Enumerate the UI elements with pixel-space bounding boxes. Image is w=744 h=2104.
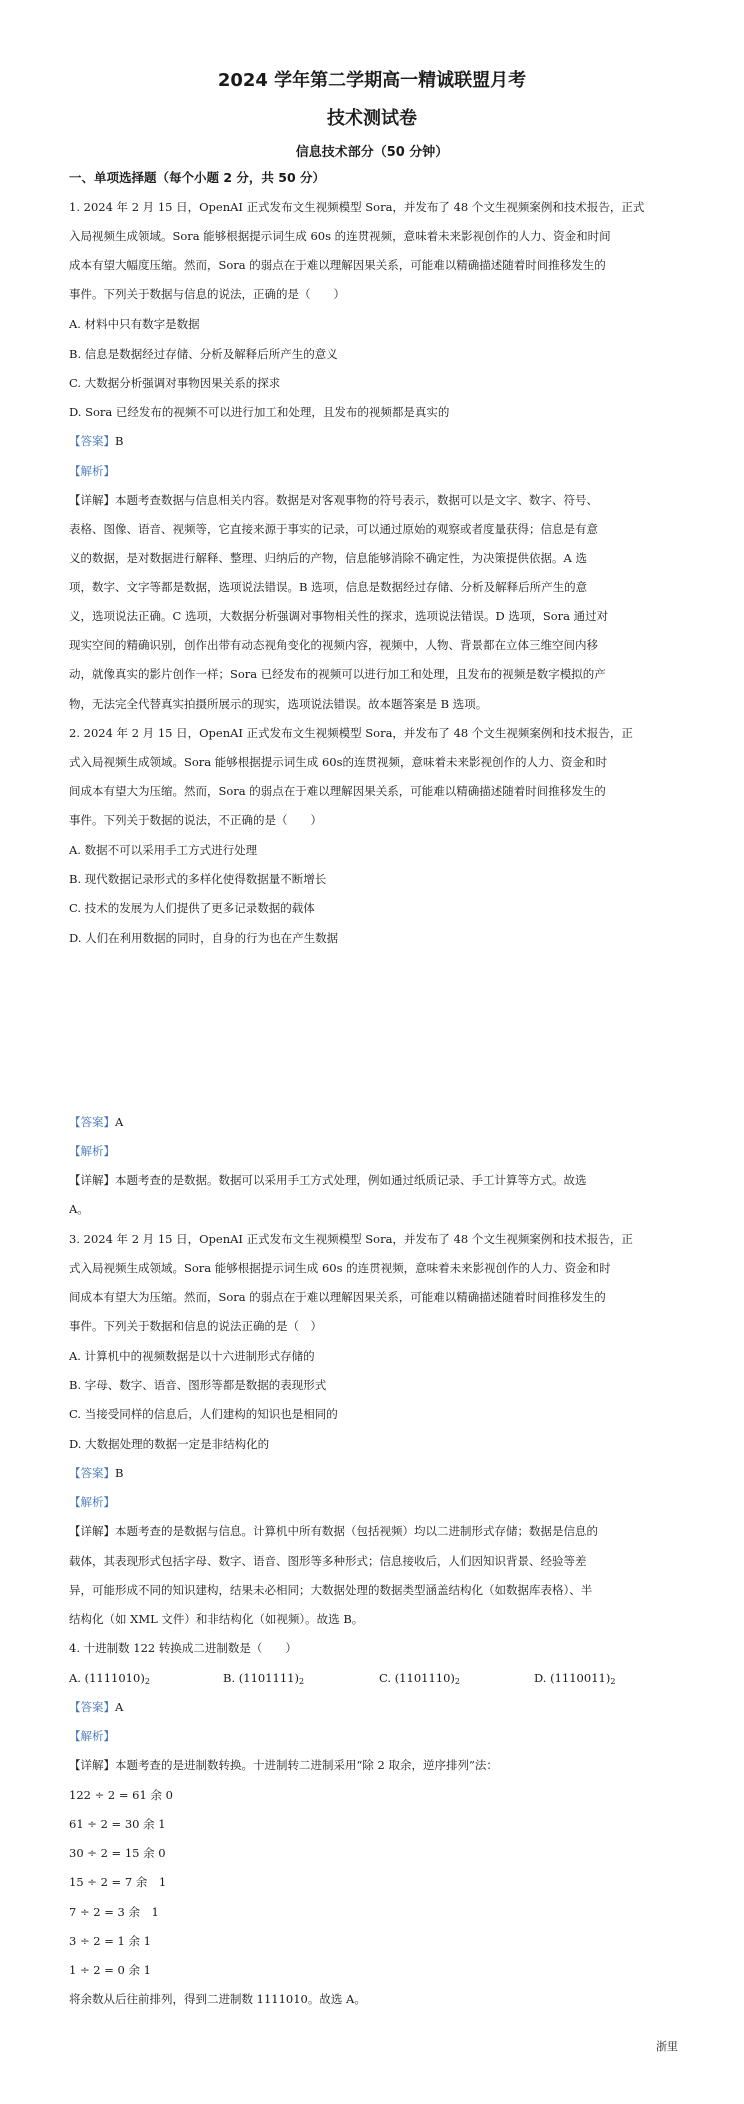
- q1-option-d: D. Sora 已经发布的视频不可以进行加工和处理，且发布的视频都是真实的: [69, 405, 450, 419]
- q3-option-b: B. 字母、数字、语音、图形等都是数据的表现形式: [69, 1378, 327, 1392]
- q3-detail-text: 本题考查的是数据与信息。计算机中所有数据（包括视频）均以二进制形式存储；数据是信息的: [115, 1524, 598, 1538]
- subscript: 2: [454, 1677, 460, 1686]
- q2-stem-line: 式入局视频生成领域。Sora 能够根据提示词生成 60s的连贯视频，意味着未来影视创作的人力、资金和时: [69, 755, 607, 769]
- section-heading: 一、单项选择题（每个小题 2 分，共 50 分）: [69, 170, 326, 185]
- q3-option-a: A. 计算机中的视频数据是以十六进制形式存储的: [69, 1349, 315, 1363]
- q3-stem-line: 3. 2024 年 2 月 15 日，OpenAI 正式发布文生视频模型 Sora，并发布了 48 个文生视频案例和技术报告，正: [69, 1232, 633, 1246]
- q1-detail-line: 表格、图像、语音、视频等，它直接来源于事实的记录，可以通过原始的观察或者度量获得；信息是有意: [69, 522, 598, 536]
- q1-detail-line: 物，无法完全代替真实拍摄所展示的现实，选项说法错误。故本题答案是 B 选项。: [69, 697, 488, 711]
- q2-option-a: A. 数据不可以采用手工方式进行处理: [69, 843, 258, 857]
- q4-option-d-text: D. (1110011): [534, 1671, 611, 1685]
- q4-option-a-text: A. (1111010): [69, 1671, 145, 1685]
- q2-option-d: D. 人们在利用数据的同时，自身的行为也在产生数据: [69, 931, 339, 945]
- answer-tag: 【答案】: [69, 434, 115, 448]
- q4-step: 7 ÷ 2 = 3 余 1: [69, 1905, 159, 1919]
- q1-option-a: A. 材料中只有数字是数据: [69, 317, 200, 331]
- q1-answer: [69, 433, 683, 449]
- q4-step: 122 ÷ 2 = 61 余 0: [69, 1788, 173, 1802]
- q2-stem-line: 2. 2024 年 2 月 15 日，OpenAI 正式发布文生视频模型 Sora，并发布了 48 个文生视频案例和技术报告，正: [69, 726, 633, 740]
- q2-stem-line: 间成本有望大为压缩。然而，Sora 的弱点在于难以理解因果关系，可能难以精确描述随着时间推移发生的: [69, 784, 606, 798]
- q1-detail-line: 动，就像真实的影片创作一样；Sora 已经发布的视频可以进行加工和处理，且发布的视频是数字模拟的产: [69, 667, 606, 681]
- q1-stem-line: 1. 2024 年 2 月 15 日，OpenAI 正式发布文生视频模型 Sora，并发布了 48 个文生视频案例和技术报告，正式: [69, 200, 645, 214]
- q3-stem-line: 式入局视频生成领域。Sora 能够根据提示词生成 60s 的连贯视频，意味着未来影视创作的人力、资金和时: [69, 1261, 611, 1275]
- q3-option-d: D. 大数据处理的数据一定是非结构化的: [69, 1437, 270, 1451]
- q4-analysis-tag: 【解析】: [69, 1729, 115, 1743]
- q1-detail-text: 本题考查数据与信息相关内容。数据是对客观事物的符号表示，数据可以是文字、数字、符号、: [115, 493, 598, 507]
- q4-option-c-text: C. (1101110): [379, 1671, 455, 1685]
- answer-tag: 【答案】: [69, 1115, 115, 1129]
- q1-detail-line: 项，数字、文字等都是数据，选项说法错误。B 选项，信息是数据经过存储、分析及解释后所产生的意: [69, 580, 588, 594]
- q4-step: 3 ÷ 2 = 1 余 1: [69, 1934, 151, 1948]
- q4-conclusion: 将余数从后往前排列，得到二进制数 1111010。故选 A。: [69, 1992, 366, 2006]
- answer-tag: 【答案】: [69, 1700, 115, 1714]
- subscript: 2: [144, 1677, 150, 1686]
- q3-option-c: C. 当接受同样的信息后，人们建构的知识也是相同的: [69, 1407, 338, 1421]
- q3-detail-line: 异，可能形成不同的知识建构，结果未必相同；大数据处理的数据类型涵盖结构化（如数据库表格）、半: [69, 1583, 593, 1597]
- exam-title: 2024 学年第二学期高一精诚联盟月考: [217, 70, 527, 91]
- q2-option-b: B. 现代数据记录形式的多样化使得数据量不断增长: [69, 872, 327, 886]
- q2-stem-line: 事件。下列关于数据的说法，不正确的是（ ）: [69, 813, 322, 827]
- exam-subtitle: 技术测试卷: [327, 108, 417, 129]
- q3-answer: [69, 1465, 683, 1481]
- q1-detail-line: 义的数据，是对数据进行解释、整理、归纳后的产物，信息能够消除不确定性，为决策提供依据。A 选: [69, 551, 587, 565]
- q1-detail-line: 义，选项说法正确。C 选项，大数据分析强调对事物相关性的探求，选项说法错误。D 选项，Sora 通过对: [69, 609, 609, 623]
- q1-answer-value: B: [115, 434, 124, 448]
- detail-tag: 【详解】: [69, 1758, 115, 1772]
- q4-option-b: [223, 1670, 304, 1690]
- q4-step: 30 ÷ 2 = 15 余 0: [69, 1846, 166, 1860]
- page-footer: 浙里: [656, 2040, 678, 2053]
- q4-step: 61 ÷ 2 = 30 余 1: [69, 1817, 166, 1831]
- q4-step: 1 ÷ 2 = 0 余 1: [69, 1963, 151, 1977]
- q3-detail-line: 结构化（如 XML 文件）和非结构化（如视频）。故选 B。: [69, 1612, 364, 1626]
- q1-option-b: B. 信息是数据经过存储、分析及解释后所产生的意义: [69, 347, 338, 361]
- q4-stem: 4. 十进制数 122 转换成二进制数是（ ）: [69, 1641, 297, 1655]
- q2-detail-line: [69, 1172, 683, 1188]
- q2-answer-value: A: [115, 1115, 124, 1129]
- subscript: 2: [298, 1677, 305, 1686]
- q4-option-c: [379, 1670, 460, 1690]
- q3-analysis-tag: 【解析】: [69, 1495, 115, 1509]
- q3-answer-value: B: [115, 1466, 124, 1480]
- q1-detail-line: 现实空间的精确识别，创作出带有动态视角变化的视频内容，视频中，人物、背景都在立体三维空间内移: [69, 638, 598, 652]
- q2-detail-text: 本题考查的是数据。数据可以采用手工方式处理，例如通过纸质记录、手工计算等方式。故选: [115, 1173, 587, 1187]
- detail-tag: 【详解】: [69, 1524, 115, 1538]
- q4-detail-text: 本题考查的是进制数转换。十进制转二进制采用“除 2 取余，逆序排列”法：: [115, 1758, 498, 1772]
- q4-answer-value: A: [115, 1700, 124, 1714]
- q4-detail-line: [69, 1757, 683, 1773]
- q3-stem-line: 事件。下列关于数据和信息的说法正确的是（ ）: [69, 1319, 322, 1333]
- q4-answer: [69, 1699, 683, 1715]
- answer-tag: 【答案】: [69, 1466, 115, 1480]
- q1-stem-line: 成本有望大幅度压缩。然而，Sora 的弱点在于难以理解因果关系，可能难以精确描述随着时间推移发生的: [69, 258, 606, 272]
- q3-detail-line: 载体，其表现形式包括字母、数字、语音、图形等多种形式；信息接收后，人们因知识背景、经验等差: [69, 1554, 587, 1568]
- q1-stem-line: 入局视频生成领域。Sora 能够根据提示词生成 60s 的连贯视频，意味着未来影视创作的人力、资金和时间: [69, 229, 611, 243]
- subscript: 2: [610, 1677, 616, 1686]
- q1-analysis-tag: 【解析】: [69, 464, 115, 478]
- detail-tag: 【详解】: [69, 493, 115, 507]
- q1-option-c: C. 大数据分析强调对事物因果关系的探求: [69, 376, 281, 390]
- q4-option-a: [69, 1670, 150, 1690]
- q3-detail-line: [69, 1523, 683, 1539]
- q4-option-d: [534, 1670, 615, 1690]
- q1-stem-line: 事件。下列关于数据与信息的说法，正确的是（ ）: [69, 287, 345, 301]
- q2-analysis-tag: 【解析】: [69, 1144, 115, 1158]
- q3-stem-line: 间成本有望大为压缩。然而，Sora 的弱点在于难以理解因果关系，可能难以精确描述随着时间推移发生的: [69, 1290, 606, 1304]
- exam-part: 信息技术部分（50 分钟）: [295, 145, 449, 160]
- q2-answer: [69, 1114, 683, 1130]
- detail-tag: 【详解】: [69, 1173, 115, 1187]
- q4-option-b-text: B. (1101111): [223, 1671, 299, 1685]
- q4-step: 15 ÷ 2 = 7 余 1: [69, 1875, 167, 1889]
- q1-detail-line: [69, 492, 683, 508]
- q2-detail-line: A。: [69, 1202, 89, 1216]
- q2-option-c: C. 技术的发展为人们提供了更多记录数据的载体: [69, 901, 315, 915]
